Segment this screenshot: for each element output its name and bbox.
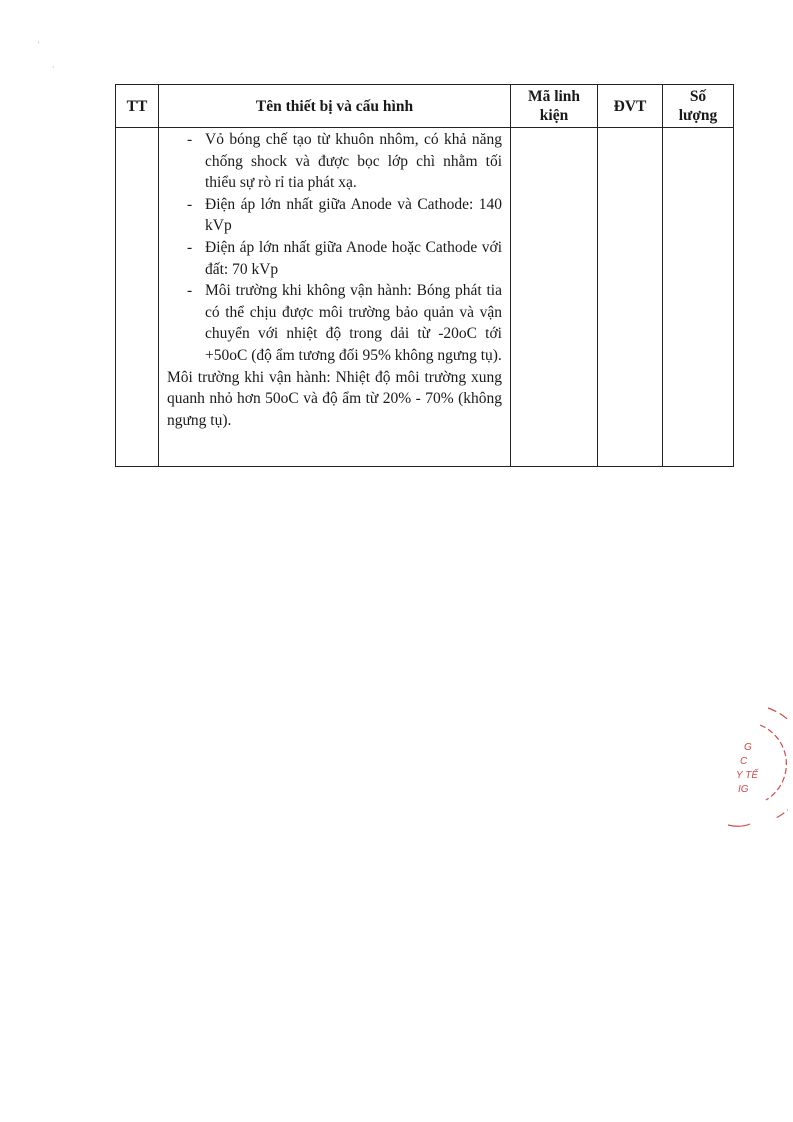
spec-bullet-item — [167, 280, 502, 366]
cell-tt — [116, 128, 159, 467]
dash-marker: - — [187, 195, 193, 213]
header-tt: TT — [116, 85, 159, 128]
header-qty-line1: Số — [689, 88, 707, 105]
margin-mark: · — [52, 63, 55, 72]
spec-bullet-text: Môi trường khi không vận hành: Bóng phát tia có thể chịu được môi trường bảo quản và vận chuyển với nhiệt độ trong dải từ -20oC tới +50oC (độ ẩm tương đối 95% không ngưng tụ). — [205, 282, 502, 364]
header-qty — [663, 85, 734, 128]
spec-bullet-item — [167, 129, 502, 194]
table-row — [116, 128, 734, 467]
operating-environment-paragraph: Môi trường khi vận hành: Nhiệt độ môi trường xung quanh nhỏ hơn 50oC và độ ẩm từ 20% - 70% (không ngưng tụ). — [167, 368, 502, 429]
spec-bullet-item — [167, 237, 502, 280]
header-unit: ĐVT — [598, 85, 663, 128]
dash-marker: - — [187, 238, 193, 256]
spec-bullet-text: Vỏ bóng chế tạo từ khuôn nhôm, có khả năng chống shock và được bọc lớp chì nhằm tối thiểu sự rò rỉ tia phát xạ. — [205, 131, 502, 192]
spec-bullet-text: Điện áp lớn nhất giữa Anode hoặc Cathode với đất: 70 kVp — [205, 238, 502, 278]
cell-unit — [598, 128, 663, 467]
stamp-text: IG — [738, 784, 749, 795]
stamp-text: G — [744, 742, 752, 753]
header-code-line1: Mã linh — [527, 88, 581, 105]
header-qty-line2: lượng — [678, 107, 718, 124]
partial-red-stamp-image — [728, 700, 788, 835]
stamp-text: C — [740, 756, 748, 767]
table-header-row — [116, 85, 734, 128]
header-code-line2: kiện — [539, 107, 569, 124]
dash-marker: - — [187, 131, 193, 148]
spec-bullet-item — [167, 194, 502, 237]
spec-bullet-list — [167, 129, 502, 367]
dash-marker: - — [187, 282, 193, 300]
header-name: Tên thiết bị và cấu hình — [159, 85, 511, 128]
cell-description — [159, 128, 511, 467]
spec-bullet-text: Điện áp lớn nhất giữa Anode và Cathode: 140 kVp — [205, 195, 502, 235]
cell-code — [511, 128, 598, 467]
header-code — [511, 85, 598, 128]
cell-qty — [663, 128, 734, 467]
stamp-text: Y TẾ — [736, 770, 759, 781]
margin-mark: ' — [38, 40, 40, 49]
spec-table — [115, 84, 734, 467]
